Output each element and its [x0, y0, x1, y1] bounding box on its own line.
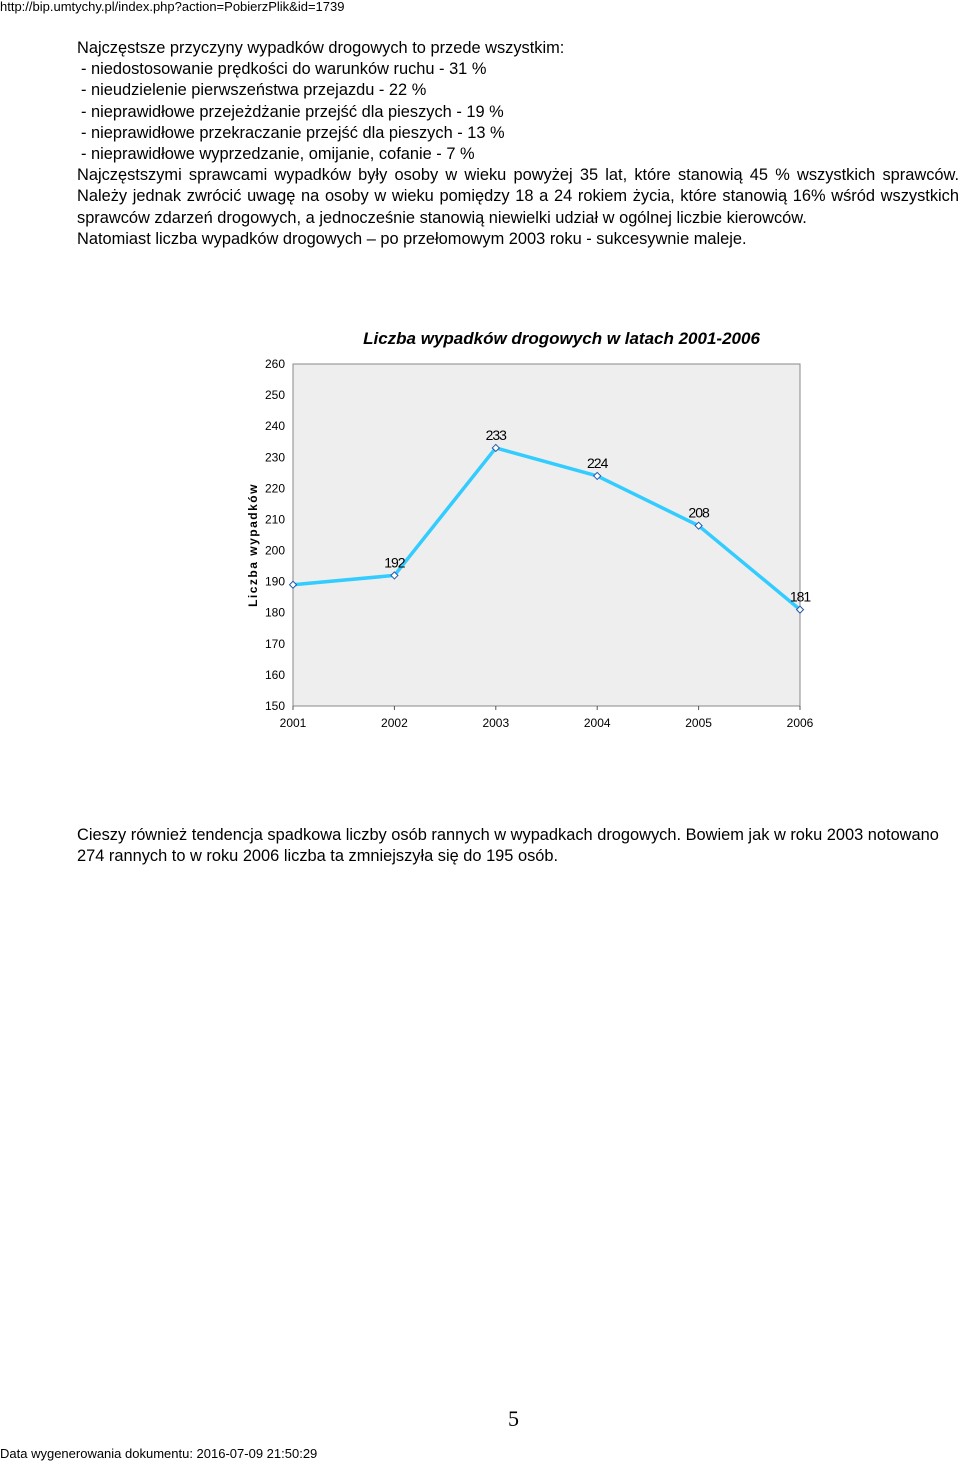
y-tick-label: 230 [264, 450, 285, 465]
main-text [77, 38, 959, 250]
x-tick-label: 2003 [482, 716, 510, 730]
x-tick-label: 2002 [381, 716, 408, 730]
cause-item: - niedostosowanie prędkości do warunków ruchu - 31 % [81, 60, 487, 79]
accidents-chart [240, 320, 814, 740]
x-tick-label: 2004 [583, 716, 611, 730]
y-tick-label: 250 [264, 388, 285, 403]
data-label: 181 [789, 588, 811, 605]
plot-area [293, 364, 800, 706]
perpetrators-paragraph: Najczęstszymi sprawcami wypadków były osoby w wieku powyżej 35 lat, które stanowią 45 % wszystkich sprawców. Należy jednak zwrócić uwagę na osoby w wieku pomiędzy 18 a 24 rokiem życia, które stanowią 16% wśród wszystkich sprawców zdarzeń drogowych, a jednocześnie stanowią niewielki udział w ogólnej liczbie kierowców. [77, 166, 959, 227]
y-tick-label: 150 [264, 699, 285, 713]
y-tick-label: 190 [264, 574, 285, 589]
causes-intro: Najczęstsze przyczyny wypadków drogowych to przede wszystkim: [77, 39, 565, 57]
chart-title: Liczba wypadków drogowych w latach 2001-2006 [363, 329, 760, 348]
y-tick-label: 200 [264, 543, 285, 558]
injured-text: Cieszy również tendencja spadkowa liczby osób rannych w wypadkach drogowych. Bowiem jak w roku 2003 notowano 274 rannych to w roku 2006 liczba ta zmniejszyła się do 195 osób. [77, 826, 939, 866]
y-tick-label: 220 [264, 481, 285, 496]
y-tick-label: 160 [264, 667, 285, 682]
cause-item: - nieudzielenie pierwszeństwa przejazdu - 22 % [81, 81, 427, 100]
y-tick-label: 210 [264, 512, 285, 527]
x-tick-label: 2006 [786, 716, 814, 730]
data-label: 224 [587, 454, 608, 471]
cause-item: - nieprawidłowe wyprzedzanie, omijanie, cofanie - 7 % [81, 145, 475, 164]
injured-paragraph [77, 825, 959, 867]
generation-date: Data wygenerowania dokumentu: 2016-07-09 21:50:29 [0, 1446, 318, 1461]
data-label: 233 [485, 426, 506, 443]
page-number: 5 [508, 1406, 519, 1431]
trend-paragraph: Natomiast liczba wypadków drogowych – po przełomowym 2003 roku - sukcesywnie maleje. [77, 229, 747, 248]
y-tick-label: 170 [264, 636, 285, 651]
cause-item: - nieprawidłowe przejeżdżanie przejść dla pieszych - 19 % [81, 102, 504, 121]
y-tick-label: 240 [264, 419, 285, 434]
data-label: 192 [384, 554, 405, 571]
x-tick-label: 2005 [685, 716, 712, 730]
y-tick-label: 180 [264, 605, 285, 620]
y-tick-label: 260 [264, 357, 285, 371]
cause-item: - nieprawidłowe przekraczanie przejść dla pieszych - 13 % [81, 123, 505, 142]
data-label: 208 [688, 504, 709, 521]
x-tick-label: 2001 [279, 716, 307, 730]
y-axis-label: Liczba wypadków [246, 483, 260, 607]
page-url: http://bip.umtychy.pl/index.php?action=PobierzPlik&id=1739 [0, 0, 345, 14]
chart-svg [240, 320, 814, 740]
